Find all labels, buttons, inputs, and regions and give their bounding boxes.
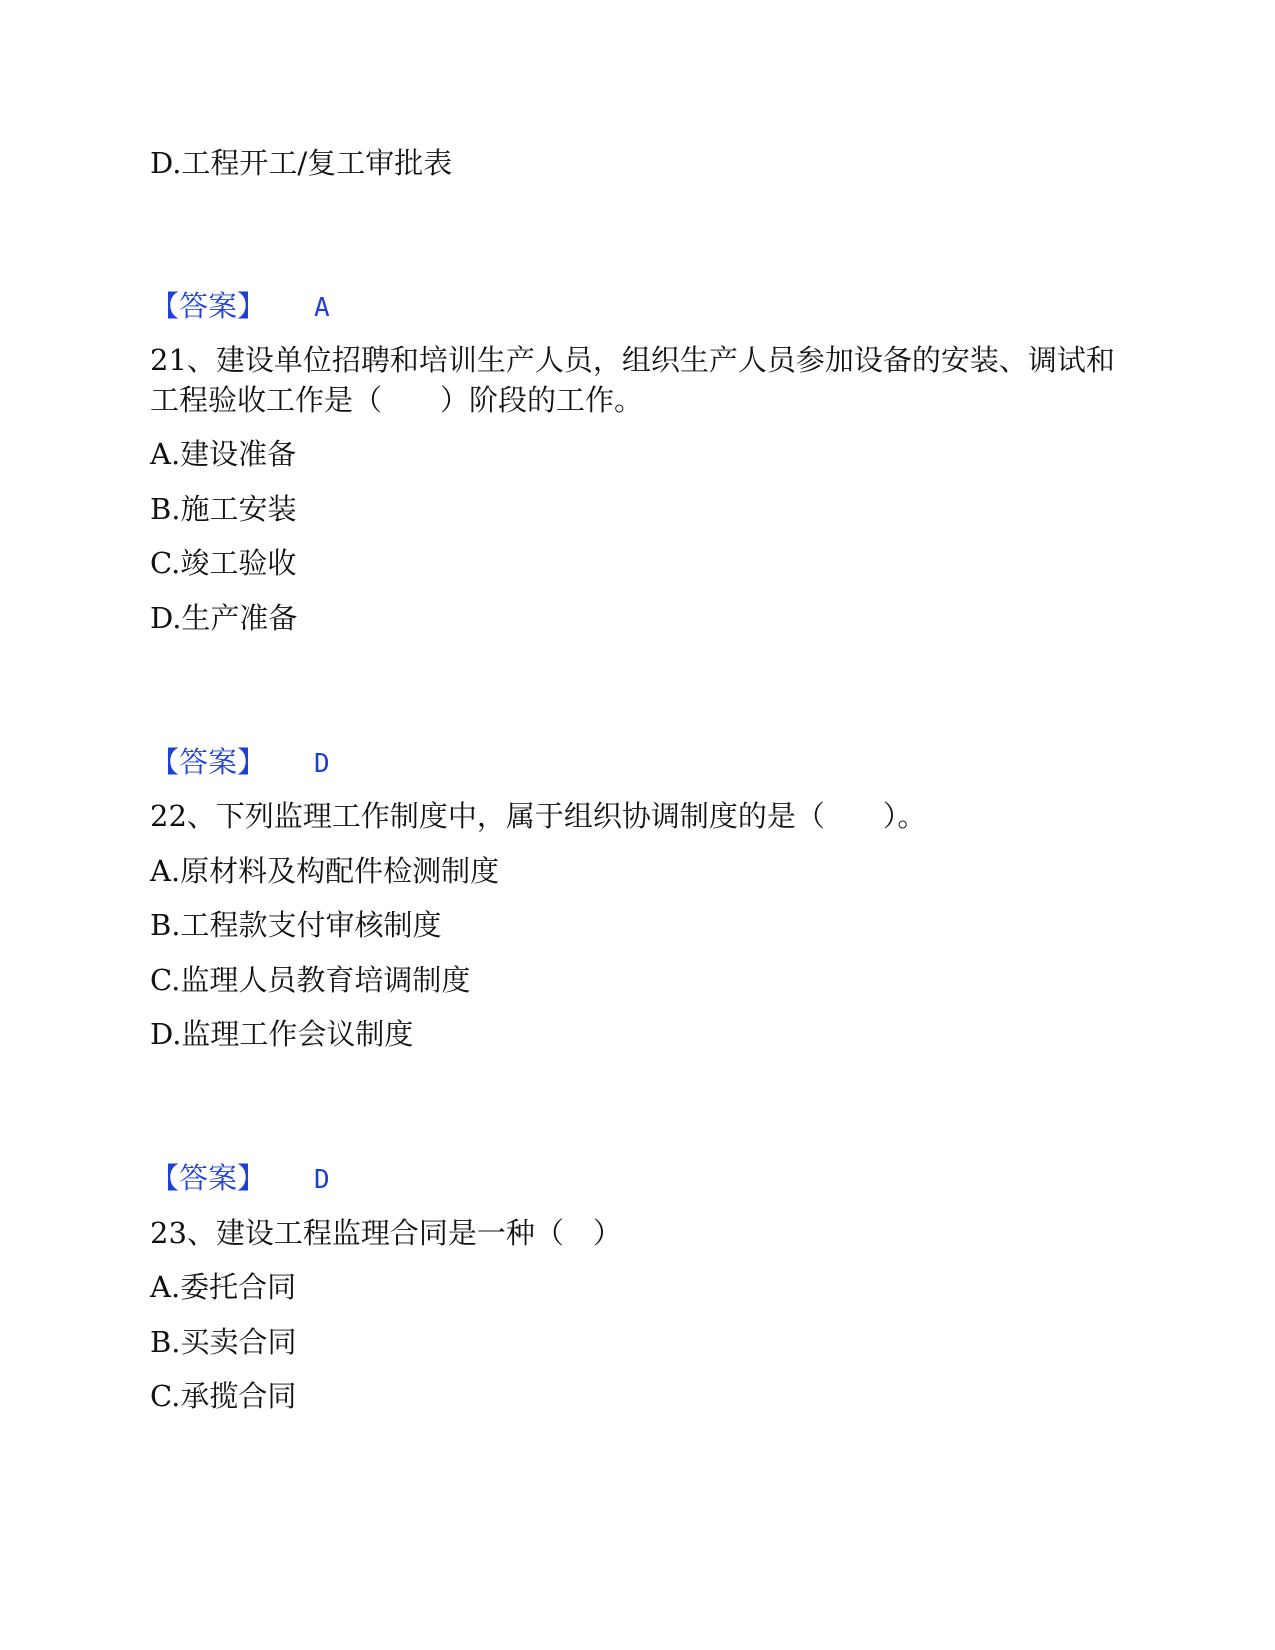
- answer-line: [150, 742, 330, 784]
- option-c: C.监理人员教育培调制度: [150, 963, 471, 997]
- option-b: B.买卖合同: [150, 1325, 297, 1359]
- question-21-line-2: 工程验收工作是（ ）阶段的工作。: [150, 383, 644, 417]
- answer-line: [150, 286, 330, 328]
- question-23-line-1: 23、建设工程监理合同是一种（ ）: [150, 1216, 622, 1250]
- question-22-line-1: 22、下列监理工作制度中，属于组织协调制度的是（ ）。: [150, 799, 927, 833]
- question-21-line-1: 21、建设单位招聘和培训生产人员，组织生产人员参加设备的安装、调试和: [150, 343, 1115, 377]
- option-c: C.承揽合同: [150, 1379, 297, 1413]
- answer-label: 【答案】: [150, 289, 267, 323]
- option-d: D.生产准备: [150, 601, 298, 635]
- answer-line: [150, 1158, 330, 1200]
- answer-label: 【答案】: [150, 745, 267, 779]
- option-b: B.工程款支付审核制度: [150, 908, 442, 942]
- answer-label: 【答案】: [150, 1161, 267, 1195]
- option-b: B.施工安装: [150, 492, 297, 526]
- answer-value: D: [314, 749, 330, 779]
- option-a: A.建设准备: [150, 437, 297, 471]
- option-a: A.原材料及构配件检测制度: [150, 854, 500, 888]
- option-c: C.竣工验收: [150, 546, 297, 580]
- option-a: A.委托合同: [150, 1270, 297, 1304]
- answer-value: D: [314, 1165, 330, 1195]
- option-d-prev: D.工程开工/复工审批表: [150, 146, 453, 180]
- answer-value: A: [314, 293, 330, 323]
- option-d: D.监理工作会议制度: [150, 1017, 414, 1051]
